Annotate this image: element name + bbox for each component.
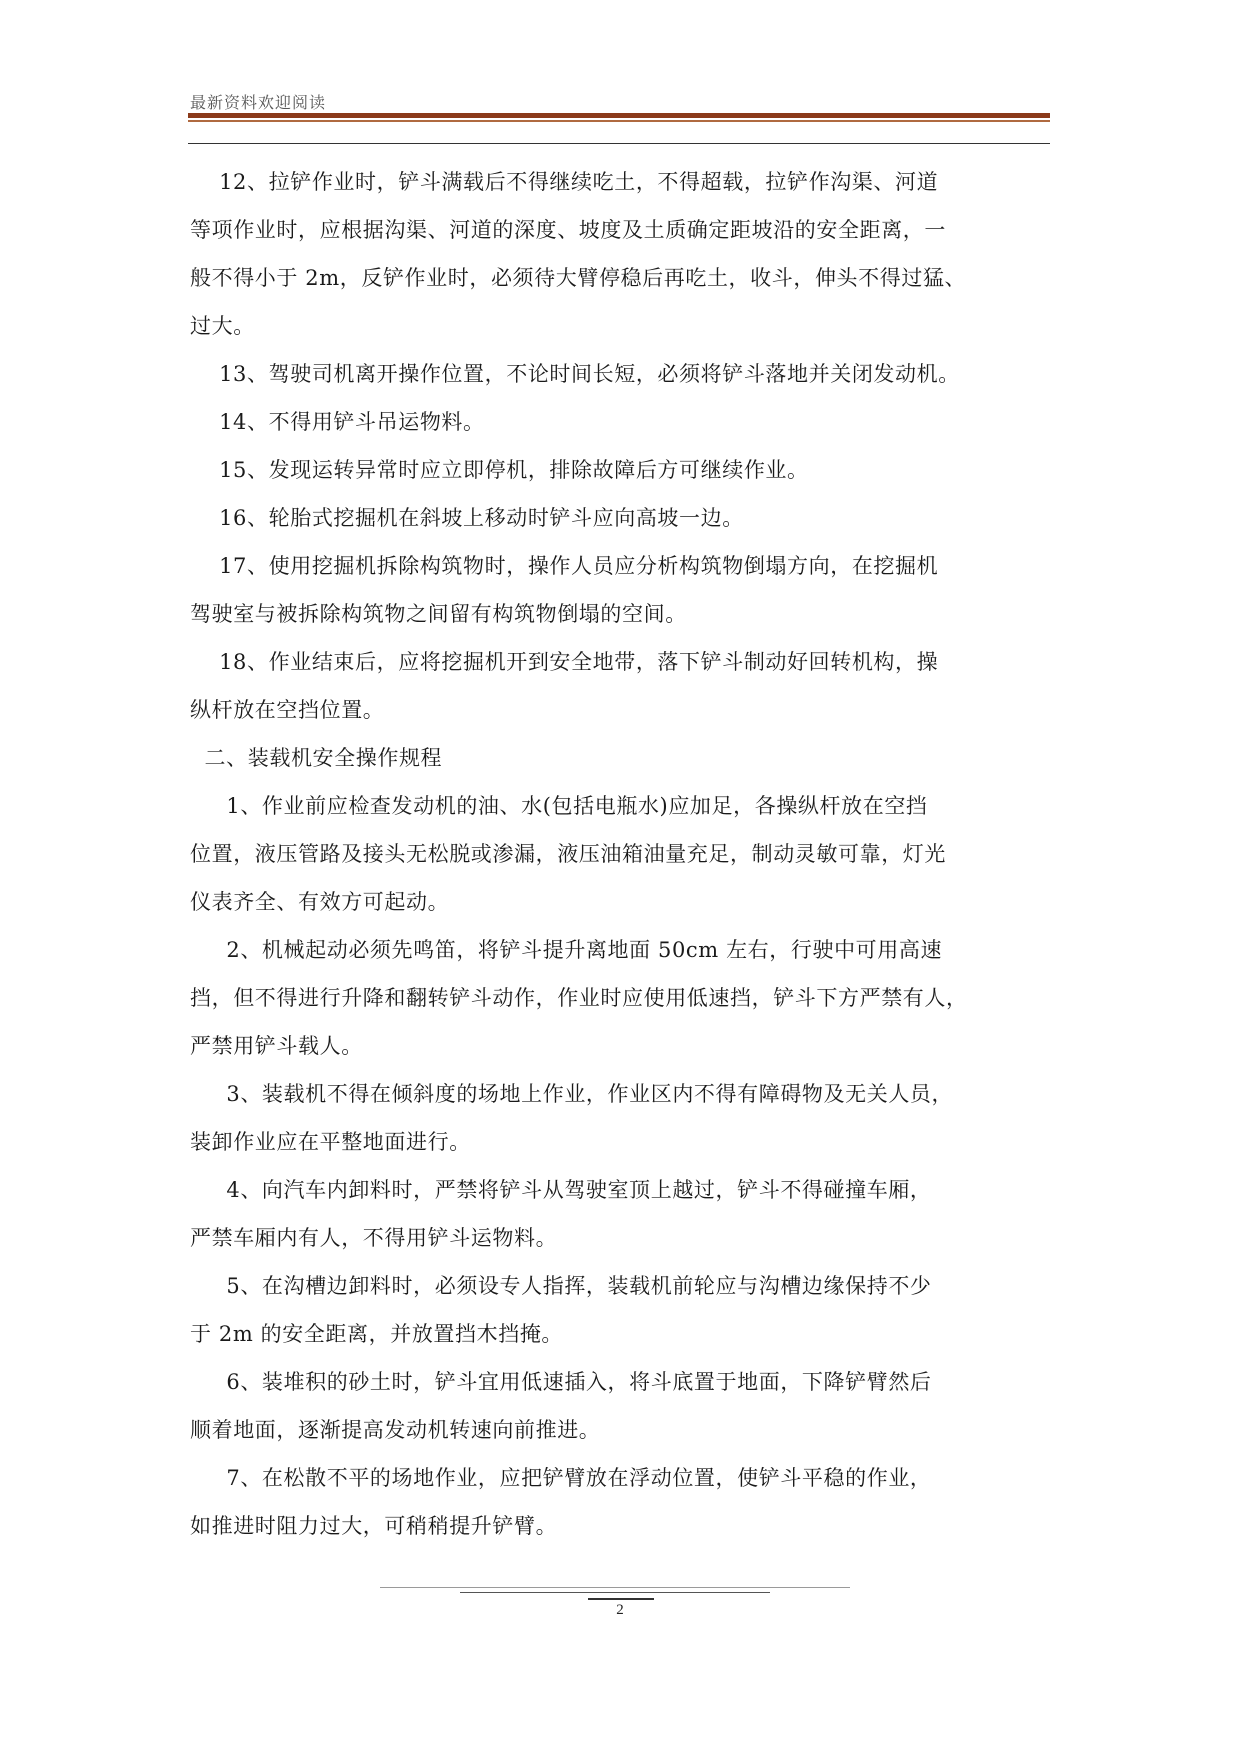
text-line: 18、作业结束后，应将挖掘机开到安全地带，落下铲斗制动好回转机构，操 — [190, 650, 939, 674]
text-line: 仪表齐全、有效方可起动。 — [190, 890, 450, 914]
header-title: 最新资料欢迎阅读 — [190, 93, 327, 112]
paragraph-p12 — [190, 158, 1050, 350]
text-line: 13、驾驶司机离开操作位置，不论时间长短，必须将铲斗落地并关闭发动机。 — [190, 362, 960, 386]
text-line: 过大。 — [190, 314, 255, 338]
text-line: 如推进时阻力过大，可稍稍提升铲臂。 — [190, 1514, 558, 1538]
text-line: 顺着地面，逐渐提高发动机转速向前推进。 — [190, 1418, 601, 1442]
text-line: 2、机械起动必须先鸣笛，将铲斗提升离地面 50cm 左右，行驶中可用高速 — [190, 938, 943, 962]
paragraph-p13 — [190, 350, 1050, 398]
text-line: 严禁用铲斗载人。 — [190, 1034, 363, 1058]
header-rule-accent — [188, 120, 1050, 122]
text-line: 15、发现运转异常时应立即停机，排除故障后方可继续作业。 — [190, 458, 809, 482]
text-line: 14、不得用铲斗吊运物料。 — [190, 410, 485, 434]
footer-rule-short — [588, 1598, 654, 1600]
text-line: 等项作业时，应根据沟渠、河道的深度、坡度及土质确定距坡沿的安全距离，一 — [190, 218, 946, 242]
text-line: 纵杆放在空挡位置。 — [190, 698, 385, 722]
paragraph-p15 — [190, 446, 1050, 494]
paragraph-p17 — [190, 542, 1050, 638]
header-divider — [188, 143, 1050, 144]
text-line: 般不得小于 2m，反铲作业时，必须待大臂停稳后再吃土，收斗，伸头不得过猛、 — [190, 266, 967, 290]
paragraph-s7 — [190, 1454, 1050, 1550]
paragraph-p16 — [190, 494, 1050, 542]
text-line: 严禁车厢内有人，不得用铲斗运物料。 — [190, 1226, 558, 1250]
page-number: 2 — [616, 1602, 624, 1618]
paragraph-s2 — [190, 926, 1050, 1070]
document-body — [190, 158, 1050, 1550]
paragraph-s6 — [190, 1358, 1050, 1454]
paragraph-p14 — [190, 398, 1050, 446]
paragraph-s3 — [190, 1070, 1050, 1166]
text-line: 3、装载机不得在倾斜度的场地上作业，作业区内不得有障碍物及无关人员， — [190, 1082, 954, 1106]
text-line: 装卸作业应在平整地面进行。 — [190, 1130, 471, 1154]
text-line: 5、在沟槽边卸料时，必须设专人指挥，装载机前轮应与沟槽边缘保持不少 — [190, 1274, 932, 1298]
text-line: 二、装载机安全操作规程 — [190, 746, 443, 770]
footer-rule — [380, 1587, 850, 1588]
text-line: 6、装堆积的砂土时，铲斗宜用低速插入，将斗底置于地面，下降铲臂然后 — [190, 1370, 932, 1394]
header-rule — [188, 113, 1050, 118]
text-line: 16、轮胎式挖掘机在斜坡上移动时铲斗应向高坡一边。 — [190, 506, 744, 530]
text-line: 位置，液压管路及接头无松脱或渗漏，液压油箱油量充足，制动灵敏可靠，灯光 — [190, 842, 946, 866]
text-line: 1、作业前应检查发动机的油、水(包括电瓶水)应加足，各操纵杆放在空挡 — [190, 794, 928, 818]
text-line: 7、在松散不平的场地作业，应把铲臂放在浮动位置，使铲斗平稳的作业， — [190, 1466, 932, 1490]
text-line: 挡，但不得进行升降和翻转铲斗动作，作业时应使用低速挡，铲斗下方严禁有人， — [190, 986, 968, 1010]
paragraph-section2 — [190, 734, 1050, 782]
paragraph-s1 — [190, 782, 1050, 926]
paragraph-s5 — [190, 1262, 1050, 1358]
paragraph-p18 — [190, 638, 1050, 734]
paragraph-s4 — [190, 1166, 1050, 1262]
text-line: 17、使用挖掘机拆除构筑物时，操作人员应分析构筑物倒塌方向，在挖掘机 — [190, 554, 939, 578]
text-line: 4、向汽车内卸料时，严禁将铲斗从驾驶室顶上越过，铲斗不得碰撞车厢， — [190, 1178, 932, 1202]
text-line: 12、拉铲作业时，铲斗满载后不得继续吃土，不得超载，拉铲作沟渠、河道 — [190, 170, 939, 194]
text-line: 驾驶室与被拆除构筑物之间留有构筑物倒塌的空间。 — [190, 602, 687, 626]
footer-rule-inner — [460, 1592, 770, 1593]
text-line: 于 2m 的安全距离，并放置挡木挡掩。 — [190, 1322, 564, 1346]
